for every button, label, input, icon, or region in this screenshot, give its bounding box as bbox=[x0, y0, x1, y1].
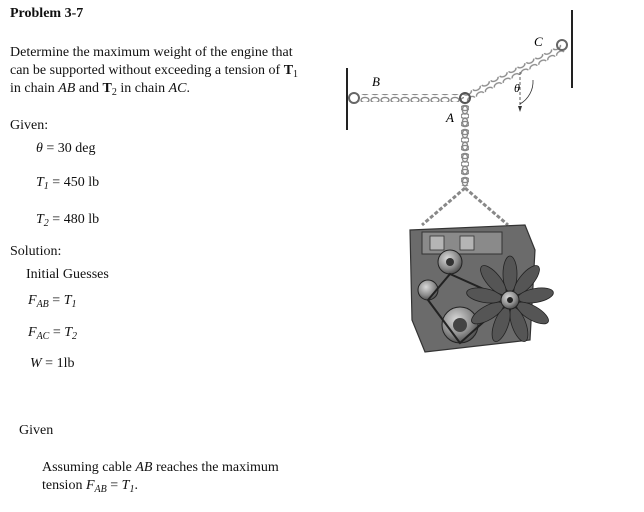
given-t2 bbox=[36, 211, 99, 233]
chain-ac-label: AC bbox=[168, 81, 187, 96]
label-theta: θ bbox=[514, 81, 520, 95]
theta-symbol: θ bbox=[36, 141, 43, 156]
assumption-f-subscript: AB bbox=[94, 484, 107, 495]
initial-guesses-heading: Initial Guesses bbox=[26, 267, 109, 282]
guess-w bbox=[30, 355, 74, 373]
engine-chain-figure bbox=[330, 0, 644, 360]
equals-sign: = bbox=[48, 175, 64, 190]
t1-given-subscript: 1 bbox=[43, 181, 49, 192]
chain-ab bbox=[349, 93, 464, 103]
solution-heading: Solution: bbox=[10, 244, 62, 259]
t2-symbol: T bbox=[102, 81, 112, 96]
statement-text: in chain bbox=[10, 81, 59, 96]
label-a: A bbox=[446, 110, 454, 125]
fac-subscript: AC bbox=[36, 331, 50, 342]
w-symbol: W bbox=[30, 356, 42, 371]
assumption-text: tension bbox=[42, 478, 86, 493]
fab-subscript: AB bbox=[36, 299, 49, 310]
assumption-t-subscript: 1 bbox=[129, 484, 135, 495]
statement-text: can be supported without exceeding a tension of bbox=[10, 63, 284, 78]
given-heading: Given: bbox=[10, 118, 49, 133]
fab-rhs-symbol: T bbox=[63, 293, 72, 308]
equals-sign: = bbox=[48, 293, 64, 308]
assumption-t-symbol: T bbox=[121, 478, 130, 493]
equals-sign: = bbox=[106, 478, 122, 493]
t2-value: 480 lb bbox=[63, 212, 100, 227]
guess-fab bbox=[28, 292, 76, 314]
fac-rhs-symbol: T bbox=[64, 325, 73, 340]
guess-fac bbox=[28, 324, 77, 346]
statement-text: . bbox=[186, 81, 190, 96]
equals-sign: = bbox=[41, 356, 57, 371]
fab-symbol: F bbox=[28, 293, 37, 308]
equals-sign: = bbox=[42, 141, 58, 156]
equals-sign: = bbox=[49, 325, 65, 340]
assumption-f-symbol: F bbox=[85, 478, 95, 493]
given-t1 bbox=[36, 174, 99, 196]
assumption-line-2 bbox=[42, 477, 138, 499]
assumption-text: Assuming cable bbox=[42, 460, 136, 475]
fac-symbol: F bbox=[28, 325, 37, 340]
statement-text: in chain bbox=[116, 81, 169, 96]
t2-given-symbol: T bbox=[36, 212, 44, 227]
assumption-text: reaches the maximum bbox=[152, 460, 279, 475]
sling-chains bbox=[422, 188, 508, 225]
t2-subscript: 2 bbox=[111, 87, 117, 98]
statement-line-1: Determine the maximum weight of the engine that bbox=[10, 45, 293, 60]
t1-given-symbol: T bbox=[36, 175, 44, 190]
given-theta bbox=[36, 140, 96, 158]
engine-illustration bbox=[410, 225, 555, 352]
statement-line-3 bbox=[10, 80, 190, 102]
problem-title: Problem 3-7 bbox=[10, 6, 84, 21]
assumption-chain-ab: AB bbox=[135, 460, 153, 475]
t1-subscript: 1 bbox=[293, 69, 299, 80]
t1-symbol: T bbox=[283, 63, 294, 78]
theta-arc bbox=[520, 80, 533, 104]
fac-rhs-subscript: 2 bbox=[72, 331, 78, 342]
label-b: B bbox=[372, 74, 380, 89]
label-c: C bbox=[534, 34, 543, 49]
statement-text: and bbox=[75, 81, 103, 96]
theta-arrow-icon bbox=[518, 106, 522, 112]
assumption-text: . bbox=[134, 478, 138, 493]
assumption-line-1 bbox=[42, 459, 279, 477]
equals-sign: = bbox=[48, 212, 64, 227]
t1-value: 450 lb bbox=[63, 175, 100, 190]
w-value: 1lb bbox=[56, 356, 75, 371]
fab-rhs-subscript: 1 bbox=[71, 299, 77, 310]
theta-value: 30 deg bbox=[57, 141, 96, 156]
chain-ab-label: AB bbox=[58, 81, 76, 96]
t2-given-subscript: 2 bbox=[43, 218, 49, 229]
given-2-heading: Given bbox=[19, 423, 54, 438]
